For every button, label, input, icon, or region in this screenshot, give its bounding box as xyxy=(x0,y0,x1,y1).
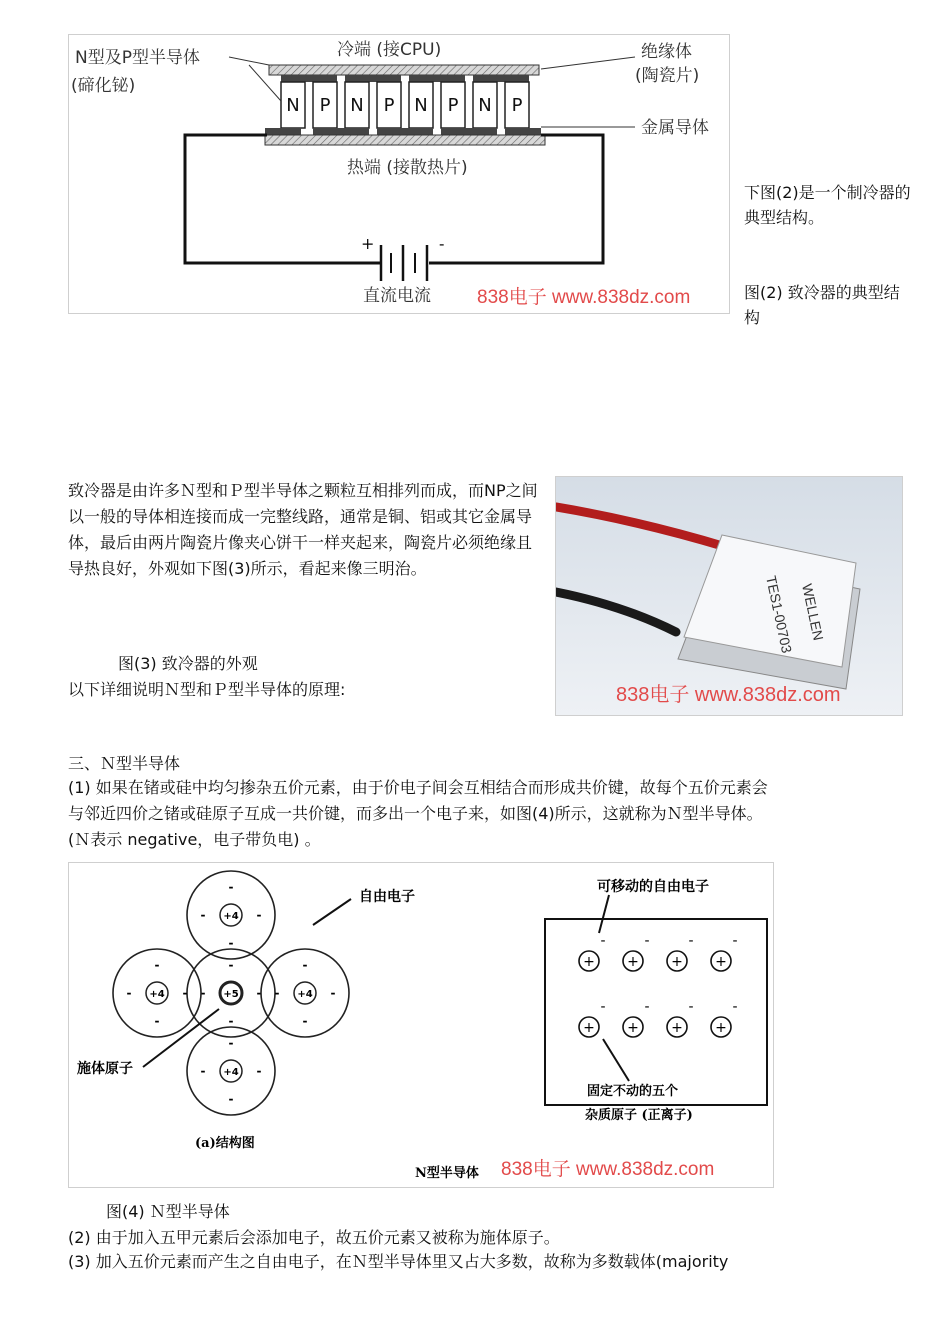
intro-line: 以下详细说明Ｎ型和Ｐ型半导体的原理: xyxy=(68,680,346,699)
electron: - xyxy=(256,908,262,922)
watermark: 838电子 www.838dz.com xyxy=(616,684,841,706)
label-np-material-sub: (碲化铋) xyxy=(71,76,136,96)
label-fixed-ions-2: 杂质原子 (正离子) xyxy=(585,1108,693,1123)
label-hot-end: 热端 (接散热片) xyxy=(347,158,468,178)
label-n-type: N型半导体 xyxy=(415,1166,479,1181)
para2-line1: (1) 如果在锗或硅中均匀掺杂五价元素，由于价电子间会互相结合而形成共价键，故每个五价元素会 xyxy=(68,778,768,797)
nucleus-charge: +4 xyxy=(297,989,313,1000)
pointer-insulator xyxy=(541,57,635,69)
electron: - xyxy=(228,958,234,972)
cell-type-label: N xyxy=(414,95,428,116)
electron: - xyxy=(302,958,308,972)
ion-charge: + xyxy=(671,954,683,970)
figure-4-box xyxy=(68,862,774,1188)
electron: - xyxy=(256,986,262,1000)
thermoelectric-structure-diagram xyxy=(69,35,729,313)
electron: - xyxy=(228,936,234,950)
section-title: 三、Ｎ型半导体 xyxy=(68,754,181,773)
nucleus-charge: +4 xyxy=(223,1067,239,1078)
cell-type-label: N xyxy=(286,95,300,116)
pointer-free-electron xyxy=(313,899,351,925)
ion-charge: + xyxy=(671,1020,683,1036)
paragraph-cooler-description: 致冷器是由许多Ｎ型和Ｐ型半导体之颗粒互相排列而成，而NP之间以一般的导体相连接而成一完整线路，通常是铜、铝或其它金属导体，最后由两片陶瓷片像夹心饼干一样夹起来，陶瓷片必须绝缘且导热良好，外观如下图(3)所示，看起来像三明治。 xyxy=(68,481,538,578)
nucleus-charge: +4 xyxy=(223,911,239,922)
cell-type-label: P xyxy=(511,95,523,116)
circuit-wire xyxy=(185,135,381,263)
structure-caption: (a)结构图 xyxy=(195,1136,255,1151)
free-electron-mark: - xyxy=(688,999,694,1015)
label-movable-free-electron: 可移动的自由电子 xyxy=(597,879,709,895)
fig3-caption: 图(3) 致冷器的外观 xyxy=(118,654,258,673)
atom-lattice xyxy=(113,871,349,1115)
label-np-material: N型及P型半导体 xyxy=(75,48,200,68)
cell-type-label: P xyxy=(319,95,331,116)
label-insulator: 绝缘体 xyxy=(641,42,692,62)
electron: - xyxy=(330,986,336,1000)
battery-icon xyxy=(381,245,427,281)
ion-charge: + xyxy=(583,1020,595,1036)
nucleus-charge: +4 xyxy=(149,989,165,1000)
nucleus-charge: +5 xyxy=(223,989,239,1000)
electron: - xyxy=(228,1092,234,1106)
line-3: (3) 加入五价元素而产生之自由电子，在Ｎ型半导体里又占大多数，故称为多数载体(majority xyxy=(68,1252,729,1271)
electron: - xyxy=(126,986,132,1000)
free-electron-mark: - xyxy=(732,933,738,949)
label-dc: 直流电流 xyxy=(363,286,431,306)
plus-sign: + xyxy=(361,234,375,253)
label-free-electron: 自由电子 xyxy=(359,889,415,905)
electron: - xyxy=(228,880,234,894)
cell-type-label: N xyxy=(350,95,364,116)
top-ceramic-plate xyxy=(269,65,539,75)
pointer-fixed-ions xyxy=(603,1039,629,1081)
free-electron-mark: - xyxy=(644,999,650,1015)
para2-line3: (Ｎ表示 negative，电子带负电) 。 xyxy=(68,830,321,849)
ion-charge: + xyxy=(715,954,727,970)
cell-type-label: N xyxy=(478,95,492,116)
ion-charge: + xyxy=(715,1020,727,1036)
electron: - xyxy=(228,1014,234,1028)
ion-charge: + xyxy=(583,954,595,970)
ion-charge: + xyxy=(627,954,639,970)
label-donor-atom: 施体原子 xyxy=(77,1061,133,1077)
pointer-line xyxy=(229,57,269,65)
electron: - xyxy=(274,986,280,1000)
bottom-ceramic-plate xyxy=(265,135,545,145)
free-electron-mark: - xyxy=(600,999,606,1015)
figure-3-photo xyxy=(555,476,903,716)
pointer-movable-electron xyxy=(599,895,609,933)
bottom-metal-strips xyxy=(265,128,541,135)
watermark: 838电子 www.838dz.com xyxy=(477,287,691,308)
electron: - xyxy=(200,1064,206,1078)
ion-grid xyxy=(579,933,738,1037)
free-electron-mark: - xyxy=(644,933,650,949)
fig2-side-text: 下图(2)是一个制冷器的典型结构。 xyxy=(744,183,911,227)
electron: - xyxy=(182,986,188,1000)
para2-line2: 与邻近四价之锗或硅原子互成一共价键，而多出一个电子来，如图(4)所示，这就称为Ｎ型半导体。 xyxy=(68,804,763,823)
label-fixed-ions-1: 固定不动的五个 xyxy=(587,1084,679,1099)
label-cold-end: 冷端 (接CPU) xyxy=(337,40,442,60)
electron: - xyxy=(228,1036,234,1050)
module-model: TES1-00703 xyxy=(763,574,796,655)
module-brand: WELLEN xyxy=(799,582,827,642)
electron: - xyxy=(302,1014,308,1028)
free-electron-mark: - xyxy=(600,933,606,949)
electron: - xyxy=(154,958,160,972)
cell-type-label: P xyxy=(447,95,459,116)
circuit-wire-right xyxy=(429,135,603,263)
ion-charge: + xyxy=(627,1020,639,1036)
label-insulator-sub: (陶瓷片) xyxy=(635,66,700,86)
fig4-caption: 图(4) Ｎ型半导体 xyxy=(106,1202,230,1221)
label-metal: 金属导体 xyxy=(641,118,709,138)
line-2: (2) 由于加入五甲元素后会添加电子，故五价元素又被称为施体原子。 xyxy=(68,1228,560,1247)
electron: - xyxy=(154,1014,160,1028)
semiconductor-cells xyxy=(281,82,529,128)
minus-sign: - xyxy=(439,234,445,253)
watermark: 838电子 www.838dz.com xyxy=(501,1159,715,1180)
free-electron-mark: - xyxy=(732,999,738,1015)
figure-2-box xyxy=(68,34,730,314)
electron: - xyxy=(256,1064,262,1078)
n-type-semiconductor-diagram xyxy=(69,863,773,1187)
fig2-caption: 图(2) 致冷器的典型结构 xyxy=(744,283,900,327)
top-metal-strips xyxy=(281,75,529,82)
electron: - xyxy=(200,986,206,1000)
electron: - xyxy=(200,908,206,922)
free-electron-mark: - xyxy=(688,933,694,949)
cell-type-label: P xyxy=(383,95,395,116)
